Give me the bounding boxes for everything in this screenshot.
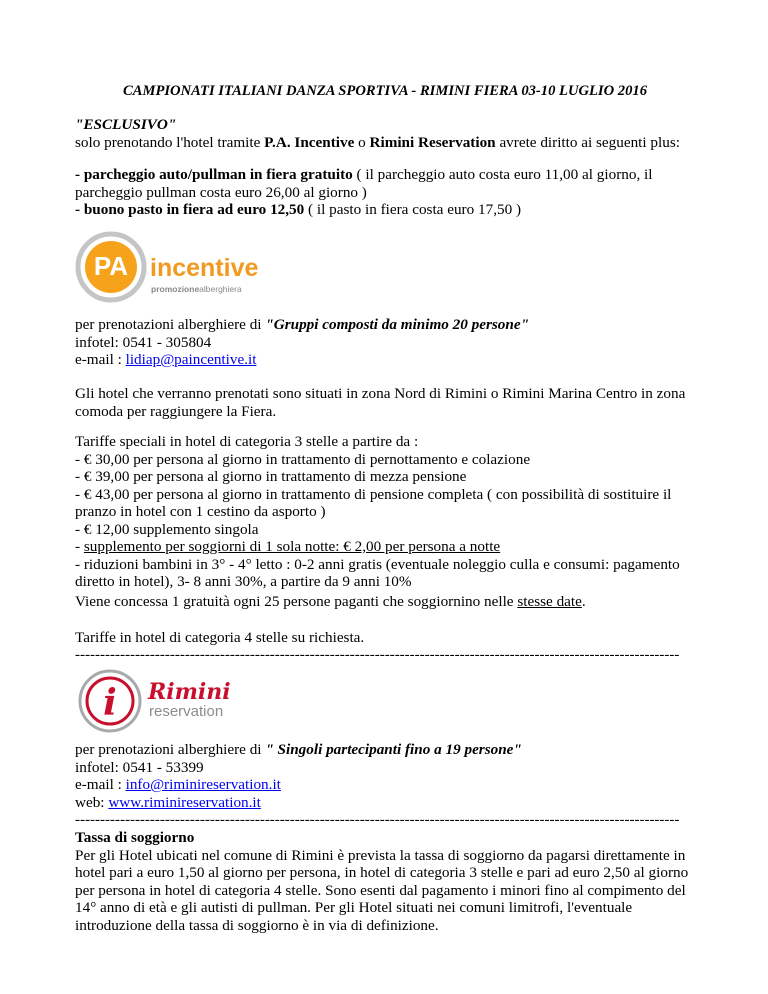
rimini-email-link[interactable]: info@riminireservation.it <box>125 776 281 793</box>
free-note: Viene concessa 1 gratuità ogni 25 persone paganti che soggiornino nelle stesse date. <box>75 593 586 610</box>
exclusive-intro: solo prenotando l'hotel tramite P.A. Incentive o Rimini Reservation avrete diritto ai seguenti plus: <box>75 133 680 151</box>
rimini-web-line: web: www.riminireservation.it <box>75 793 261 811</box>
svg-text:i: i <box>103 682 117 724</box>
plus-parking: - parcheggio auto/pullman in fiera gratuito ( il parcheggio auto costa euro 11,00 al giorno, il parcheggio pullman costa euro 26,00 al giorno ) <box>75 166 653 201</box>
rates-section <box>75 433 695 591</box>
rimini-web-link[interactable]: www.riminireservation.it <box>108 793 261 811</box>
svg-text:reservation: reservation <box>149 703 224 720</box>
svg-text:Rimini: Rimini <box>148 679 231 705</box>
pa-contact <box>75 316 695 369</box>
rate-line-5: - supplemento per soggiorni di 1 sola notte: € 2,00 per persona a notte <box>75 538 501 555</box>
rate-line-4: - € 12,00 supplemento singola <box>75 520 259 538</box>
divider-2: ------------------------------------------------------------------------------------------------------------------------- <box>75 812 680 828</box>
rimini-contact <box>75 741 695 811</box>
rate-line-1: - € 30,00 per persona al giorno in trattamento di pernottamento e colazione <box>75 450 531 468</box>
pa-email-link[interactable]: lidiap@paincentive.it <box>125 351 257 368</box>
rimini-infotel: infotel: 0541 - 53399 <box>75 758 204 776</box>
rate-line-6: - riduzioni bambini in 3° - 4° letto : 0-2 anni gratis (eventuale noleggio culla e consumi: pagamento diretto in hotel), 3- 8 anni 30%, a partire da 9 anni 10% <box>75 555 680 590</box>
divider-1: ------------------------------------------------------------------------------------------------------------------------- <box>75 647 680 663</box>
rimini-email-line: e-mail : info@riminireservation.it <box>75 776 281 793</box>
exclusive-heading: "ESCLUSIVO" <box>75 116 177 133</box>
rates-intro: Tariffe speciali in hotel di categoria 3 stelle a partire da : <box>75 433 419 450</box>
tax-heading: Tassa di soggiorno <box>75 829 195 846</box>
plus-list <box>75 166 695 219</box>
svg-text:PA: PA <box>93 251 129 281</box>
rimini-reservation-logo <box>75 665 245 735</box>
tax-text: Per gli Hotel ubicati nel comune di Rimini è prevista la tassa di soggiorno da pagarsi direttamente in hotel pari a euro 1,50 al giorno per persona, in hotel di categoria 3 stelle e pari ad euro 2,50 al giorno per persona in hotel di categoria 4 stelle. Sono esenti dal pagamento i minori fino al compimento del 14° anno di età e gli autisti di pullman. Per gli Hotel situati nei comuni limitrofi, l'eventuale introduzione della tassa di soggiorno è in via di definizione. <box>75 846 689 934</box>
pa-email-line: e-mail : lidiap@paincentive.it <box>75 351 257 368</box>
page-title: CAMPIONATI ITALIANI DANZA SPORTIVA - RIMINI FIERA 03-10 LUGLIO 2016 <box>123 83 647 99</box>
pa-booking-line: per prenotazioni alberghiere di "Gruppi composti da minimo 20 persone" <box>75 316 530 333</box>
hotels-note: Gli hotel che verranno prenotati sono situati in zona Nord di Rimini o Rimini Marina Centro in zona comoda per raggiungere la Fiera. <box>75 385 686 420</box>
rimini-booking-line: per prenotazioni alberghiere di " Singoli partecipanti fino a 19 persone" <box>75 741 522 758</box>
svg-text:incentive: incentive <box>150 254 259 282</box>
svg-text:promozionealberghiera: promozionealberghiera <box>151 284 242 294</box>
tax-section <box>75 829 695 934</box>
plus-meal: - buono pasto in fiera ad euro 12,50 ( il pasto in fiera costa euro 17,50 ) <box>75 201 522 218</box>
rate-line-2: - € 39,00 per persona al giorno in trattamento di mezza pensione <box>75 468 467 485</box>
pa-incentive-logo <box>75 231 265 303</box>
exclusive-section <box>75 116 695 151</box>
rate-line-3: - € 43,00 per persona al giorno in trattamento di pensione completa ( con possibilità di sostituire il pranzo in hotel con 1 cestino da asporto ) <box>75 485 672 520</box>
cat4-note: Tariffe in hotel di categoria 4 stelle su richiesta. <box>75 629 365 646</box>
pa-infotel: infotel: 0541 - 305804 <box>75 333 212 351</box>
